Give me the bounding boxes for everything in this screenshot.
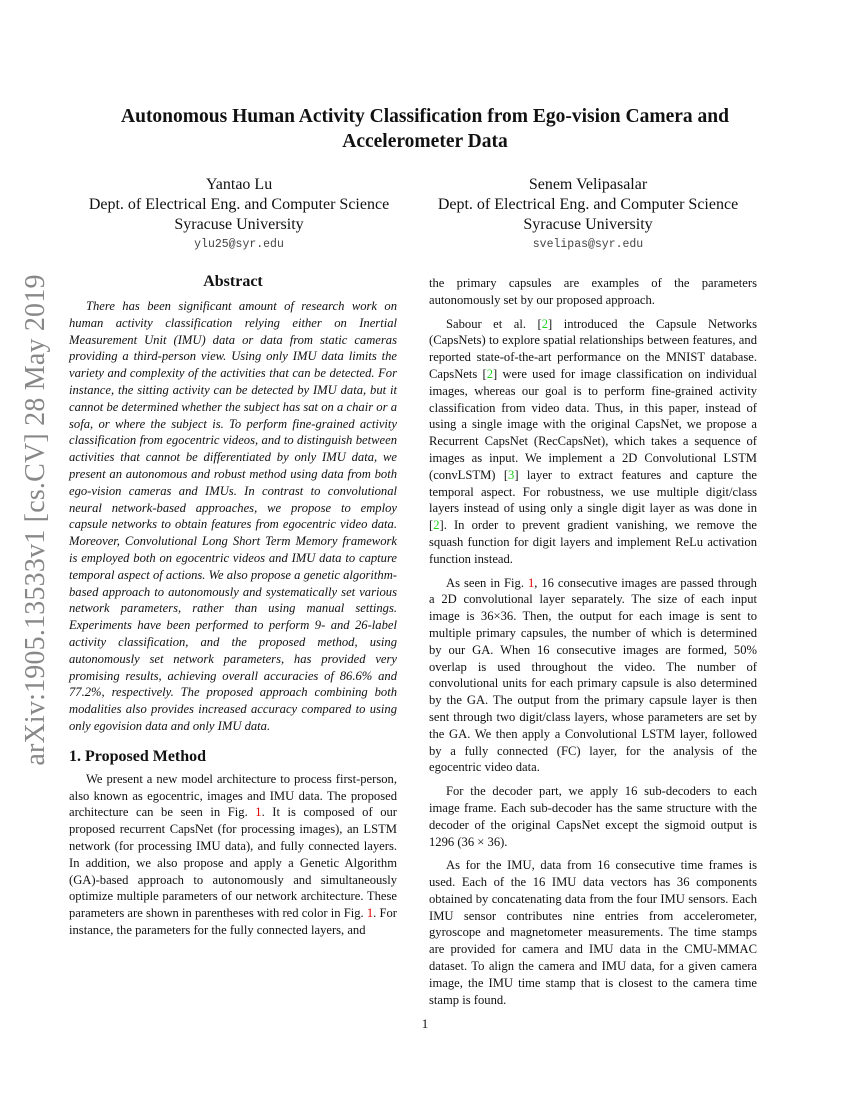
author-univ: Syracuse University (174, 216, 304, 233)
paragraph: As for the IMU, data from 16 consecutive time frames is used. Each of the 16 IMU data vectors has 36 components obtained by concatenating data from the four IMU sensors. Each IMU sensor contributes nine entries from accelerometer, gyroscope and magnetometer measurements. The time stamps are provided for camera and IMU data in the CMU-MMAC dataset. To align the camera and IMU data, for a given camera image, the IMU time stamp that is closest to the camera time stamp is found. (429, 858, 757, 1007)
right-column (429, 275, 757, 1015)
text-span: ] were used for image classification on individual images, whereas our goal is to perform fine-grained activity classification from video data. Thus, in this paper, instead of using a single image with the original CapsNet, we propose a Recurrent CapsNet (RecCapsNet), which takes a sequence of images as input. We implement a 2D Convolutional LSTM (convLSTM) [ (429, 366, 757, 482)
citation-link[interactable]: 2 (433, 518, 440, 533)
text-span: . It is composed of our proposed recurrent CapsNet (for processing images), an LSTM network (for processing IMU data), and fully connected layers. In addition, we also propose and apply a Genetic Algorithm (GA)-based approach to autonomously and simultaneously optimize multiple parameters of our network architecture. These parameters are shown in parentheses with red color in Fig. (69, 805, 397, 921)
author-email[interactable]: svelipas@syr.edu (532, 238, 644, 251)
author-name: Yantao Lu (205, 176, 273, 193)
arxiv-stamp: arXiv:1905.13533v1 [cs.CV] 28 May 2019 (20, 274, 51, 766)
paragraph: For the decoder part, we apply 16 sub-decoders to each image frame. Each sub-decoder has the same structure with the decoder of the original CapsNet except the sigmoid output is 1296 (36 × 36). (429, 784, 757, 849)
author-email[interactable]: ylu25@syr.edu (194, 238, 284, 251)
citation-link[interactable]: 2 (541, 316, 548, 331)
author-block-2 (418, 175, 758, 255)
page-number: 1 (421, 1016, 429, 1031)
abstract-heading: Abstract (203, 273, 263, 290)
abstract-text: There has been significant amount of research work on human activity classification relying either on Inertial Measurement Unit (IMU) data or data from static cameras providing a third-person view. Using only IMU data limits the variety and complexity of the activities that can be detected. For instance, the sitting activity can be detected by IMU data, but it cannot be determined whether the subject has sat on a chair or a sofa, or where the subject is. To perform fine-grained activity classification from egocentric videos, and to distinguish between activities that cannot be differentiated by only IMU data, we present an autonomous and robust method using data from both ego-vision cameras and IMUs. In contrast to convolutional neural network-based approaches, we propose to employ capsule networks to obtain features from egocentric video data. Moreover, Convolutional Long Short Term Memory framework is employed both on egocentric videos and IMU data to capture temporal aspect of actions. We also propose a genetic algorithm-based approach to autonomously and systematically set various network parameters, rather than using manual settings. Experiments have been performed to perform 9- and 26-label activity classification, and the proposed method, using autonomously set network parameters, has provided very promising results, achieving overall accuracies of 86.6% and 77.2%, respectively. The proposed approach combining both modalities also provides increased accuracy compared to using only egovision data and only IMU data. (69, 299, 397, 733)
text-span: ] layer to extract features and capture the temporal aspect. For robustness, we use multiple digit/class layers instead of using only a single digit layer as was done in [ (429, 467, 757, 533)
author-name: Senem Velipasalar (528, 176, 648, 193)
author-univ: Syracuse University (523, 216, 653, 233)
paragraph: the primary capsules are examples of the parameters autonomously set by our proposed approach. (429, 276, 757, 307)
author-dept: Dept. of Electrical Eng. and Computer Science (88, 196, 390, 213)
figure-link[interactable]: 1 (366, 906, 374, 921)
citation-link[interactable]: 3 (508, 467, 515, 482)
figure-link[interactable]: 1 (527, 575, 535, 590)
paper-title: Autonomous Human Activity Classification from Ego-vision Camera and Accelerometer Data (121, 106, 729, 152)
figure-link[interactable]: 1 (255, 805, 262, 820)
author-dept: Dept. of Electrical Eng. and Computer Science (437, 196, 739, 213)
text-span: . For instance, the parameters for the fully connected layers, and (69, 906, 397, 937)
left-column (69, 272, 397, 946)
paragraph (429, 575, 757, 777)
section-heading: 1. Proposed Method (69, 747, 207, 765)
text-span: We present a new model architecture to process first-person, also known as egocentric, images and IMU data. The proposed architecture can be seen in Fig. (69, 771, 397, 820)
text-span: As seen in Fig. (446, 575, 528, 590)
citation-link[interactable]: 2 (486, 366, 494, 381)
author-block-1 (69, 175, 409, 255)
paragraph (429, 316, 757, 568)
text-span: , 16 consecutive images are passed through a 2D convolutional layer separately. The size of each input image is 36×36. Then, the output for each image is sent to multiple primary capsules, the number of which is determined by our GA. When 16 consecutive images are formed, 50% overlap is used throughout the video. The number of convolutional units for each primary capsule is also determined by the GA. The output from the primary capsule layer is then sent through two digit/class layers, whose parameters are set by the GA. We then apply a Convolutional LSTM layer, followed by a fully connected (FC) layer, for the analysis of the egocentric video data. (429, 575, 757, 775)
text-span: ]. In order to prevent gradient vanishing, we remove the squash function for digit layers and implement ReLu activation function instead. (429, 518, 757, 566)
paragraph (69, 771, 397, 939)
text-span: Sabour et al. [ (446, 316, 542, 331)
text-span: ] introduced the Capsule Networks (CapsNets) to explore spatial relationships between features, and reported state-of-the-art performance on the MNIST database. CapsNets [ (429, 316, 757, 381)
